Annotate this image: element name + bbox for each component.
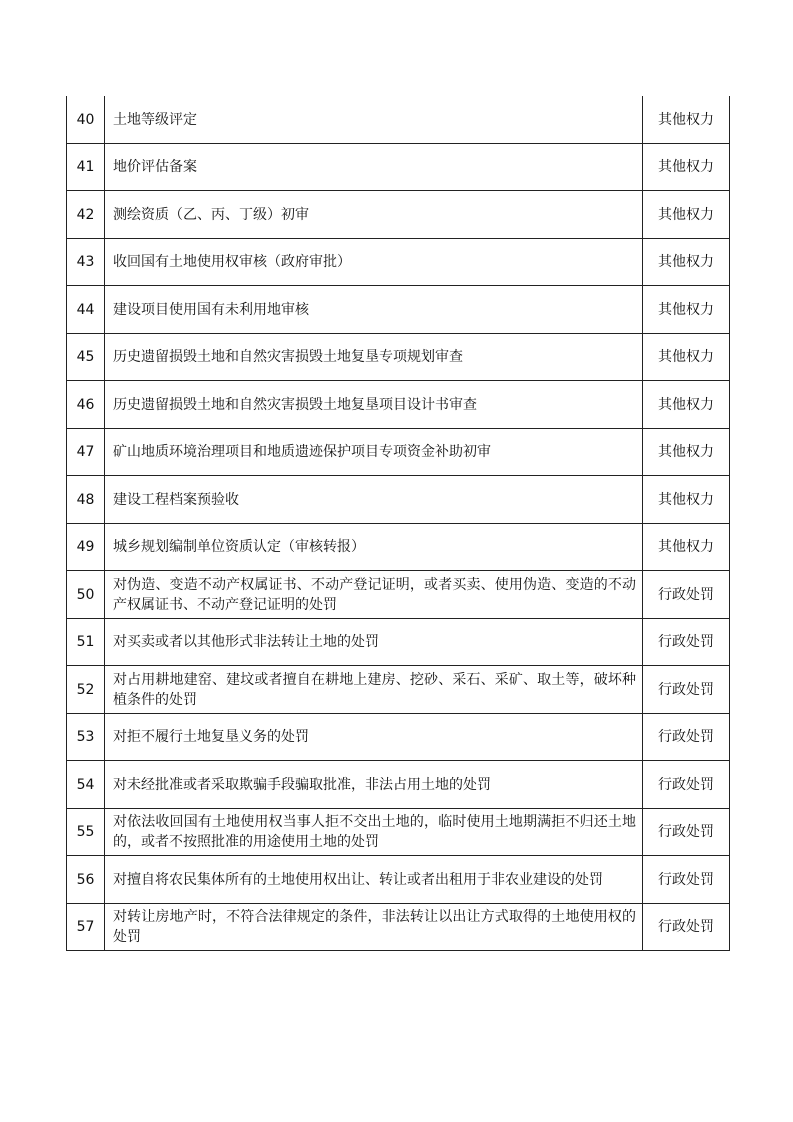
power-item-name: 历史遗留损毁土地和自然灾害损毁土地复垦项目设计书审查 (105, 381, 643, 429)
row-number: 56 (67, 856, 105, 904)
power-type: 其他权力 (643, 381, 730, 429)
power-list-table (66, 96, 730, 951)
table-row (67, 381, 730, 429)
power-list-body (67, 96, 730, 951)
power-item-name: 对转让房地产时，不符合法律规定的条件，非法转让以出让方式取得的土地使用权的处罚 (105, 904, 643, 951)
power-item-name: 建设项目使用国有未利用地审核 (105, 286, 643, 334)
power-type: 行政处罚 (643, 714, 730, 761)
row-number: 52 (67, 666, 105, 714)
row-number: 47 (67, 429, 105, 476)
power-item-name: 历史遗留损毁土地和自然灾害损毁土地复垦专项规划审查 (105, 334, 643, 381)
table-row (67, 429, 730, 476)
row-number: 41 (67, 144, 105, 191)
row-number: 49 (67, 524, 105, 571)
power-type: 其他权力 (643, 334, 730, 381)
power-item-name: 对擅自将农民集体所有的土地使用权出让、转让或者出租用于非农业建设的处罚 (105, 856, 643, 904)
power-type: 其他权力 (643, 96, 730, 144)
row-number: 54 (67, 761, 105, 809)
power-type: 行政处罚 (643, 856, 730, 904)
table-row (67, 334, 730, 381)
table-row (67, 761, 730, 809)
table-row (67, 144, 730, 191)
table-row (67, 191, 730, 239)
row-number: 53 (67, 714, 105, 761)
power-item-name: 土地等级评定 (105, 96, 643, 144)
table-row (67, 571, 730, 619)
power-item-name: 对买卖或者以其他形式非法转让土地的处罚 (105, 619, 643, 666)
power-item-name: 对伪造、变造不动产权属证书、不动产登记证明，或者买卖、使用伪造、变造的不动产权属证书、不动产登记证明的处罚 (105, 571, 643, 619)
power-type: 行政处罚 (643, 904, 730, 951)
power-type: 其他权力 (643, 524, 730, 571)
row-number: 57 (67, 904, 105, 951)
power-type: 行政处罚 (643, 619, 730, 666)
table-row (67, 239, 730, 286)
row-number: 45 (67, 334, 105, 381)
power-type: 其他权力 (643, 144, 730, 191)
row-number: 50 (67, 571, 105, 619)
row-number: 48 (67, 476, 105, 524)
row-number: 42 (67, 191, 105, 239)
table-row (67, 476, 730, 524)
power-type: 行政处罚 (643, 761, 730, 809)
power-item-name: 城乡规划编制单位资质认定（审核转报） (105, 524, 643, 571)
power-item-name: 对拒不履行土地复垦义务的处罚 (105, 714, 643, 761)
table-row (67, 904, 730, 951)
power-item-name: 对占用耕地建窑、建坟或者擅自在耕地上建房、挖砂、采石、采矿、取土等，破坏种植条件的处罚 (105, 666, 643, 714)
power-item-name: 建设工程档案预验收 (105, 476, 643, 524)
table-row (67, 856, 730, 904)
power-item-name: 对依法收回国有土地使用权当事人拒不交出土地的，临时使用土地期满拒不归还土地的，或者不按照批准的用途使用土地的处罚 (105, 809, 643, 856)
power-item-name: 地价评估备案 (105, 144, 643, 191)
power-type: 行政处罚 (643, 571, 730, 619)
power-item-name: 矿山地质环境治理项目和地质遗迹保护项目专项资金补助初审 (105, 429, 643, 476)
table-row (67, 666, 730, 714)
table-row (67, 524, 730, 571)
power-item-name: 测绘资质（乙、丙、丁级）初审 (105, 191, 643, 239)
power-item-name: 对未经批准或者采取欺骗手段骗取批准，非法占用土地的处罚 (105, 761, 643, 809)
row-number: 55 (67, 809, 105, 856)
row-number: 51 (67, 619, 105, 666)
row-number: 46 (67, 381, 105, 429)
table-row (67, 619, 730, 666)
power-type: 其他权力 (643, 429, 730, 476)
power-type: 行政处罚 (643, 809, 730, 856)
power-type: 其他权力 (643, 191, 730, 239)
table-row (67, 286, 730, 334)
table-row (67, 714, 730, 761)
row-number: 40 (67, 96, 105, 144)
power-type: 行政处罚 (643, 666, 730, 714)
table-row (67, 96, 730, 144)
table-row (67, 809, 730, 856)
power-type: 其他权力 (643, 476, 730, 524)
power-item-name: 收回国有土地使用权审核（政府审批） (105, 239, 643, 286)
row-number: 44 (67, 286, 105, 334)
power-type: 其他权力 (643, 286, 730, 334)
row-number: 43 (67, 239, 105, 286)
power-type: 其他权力 (643, 239, 730, 286)
